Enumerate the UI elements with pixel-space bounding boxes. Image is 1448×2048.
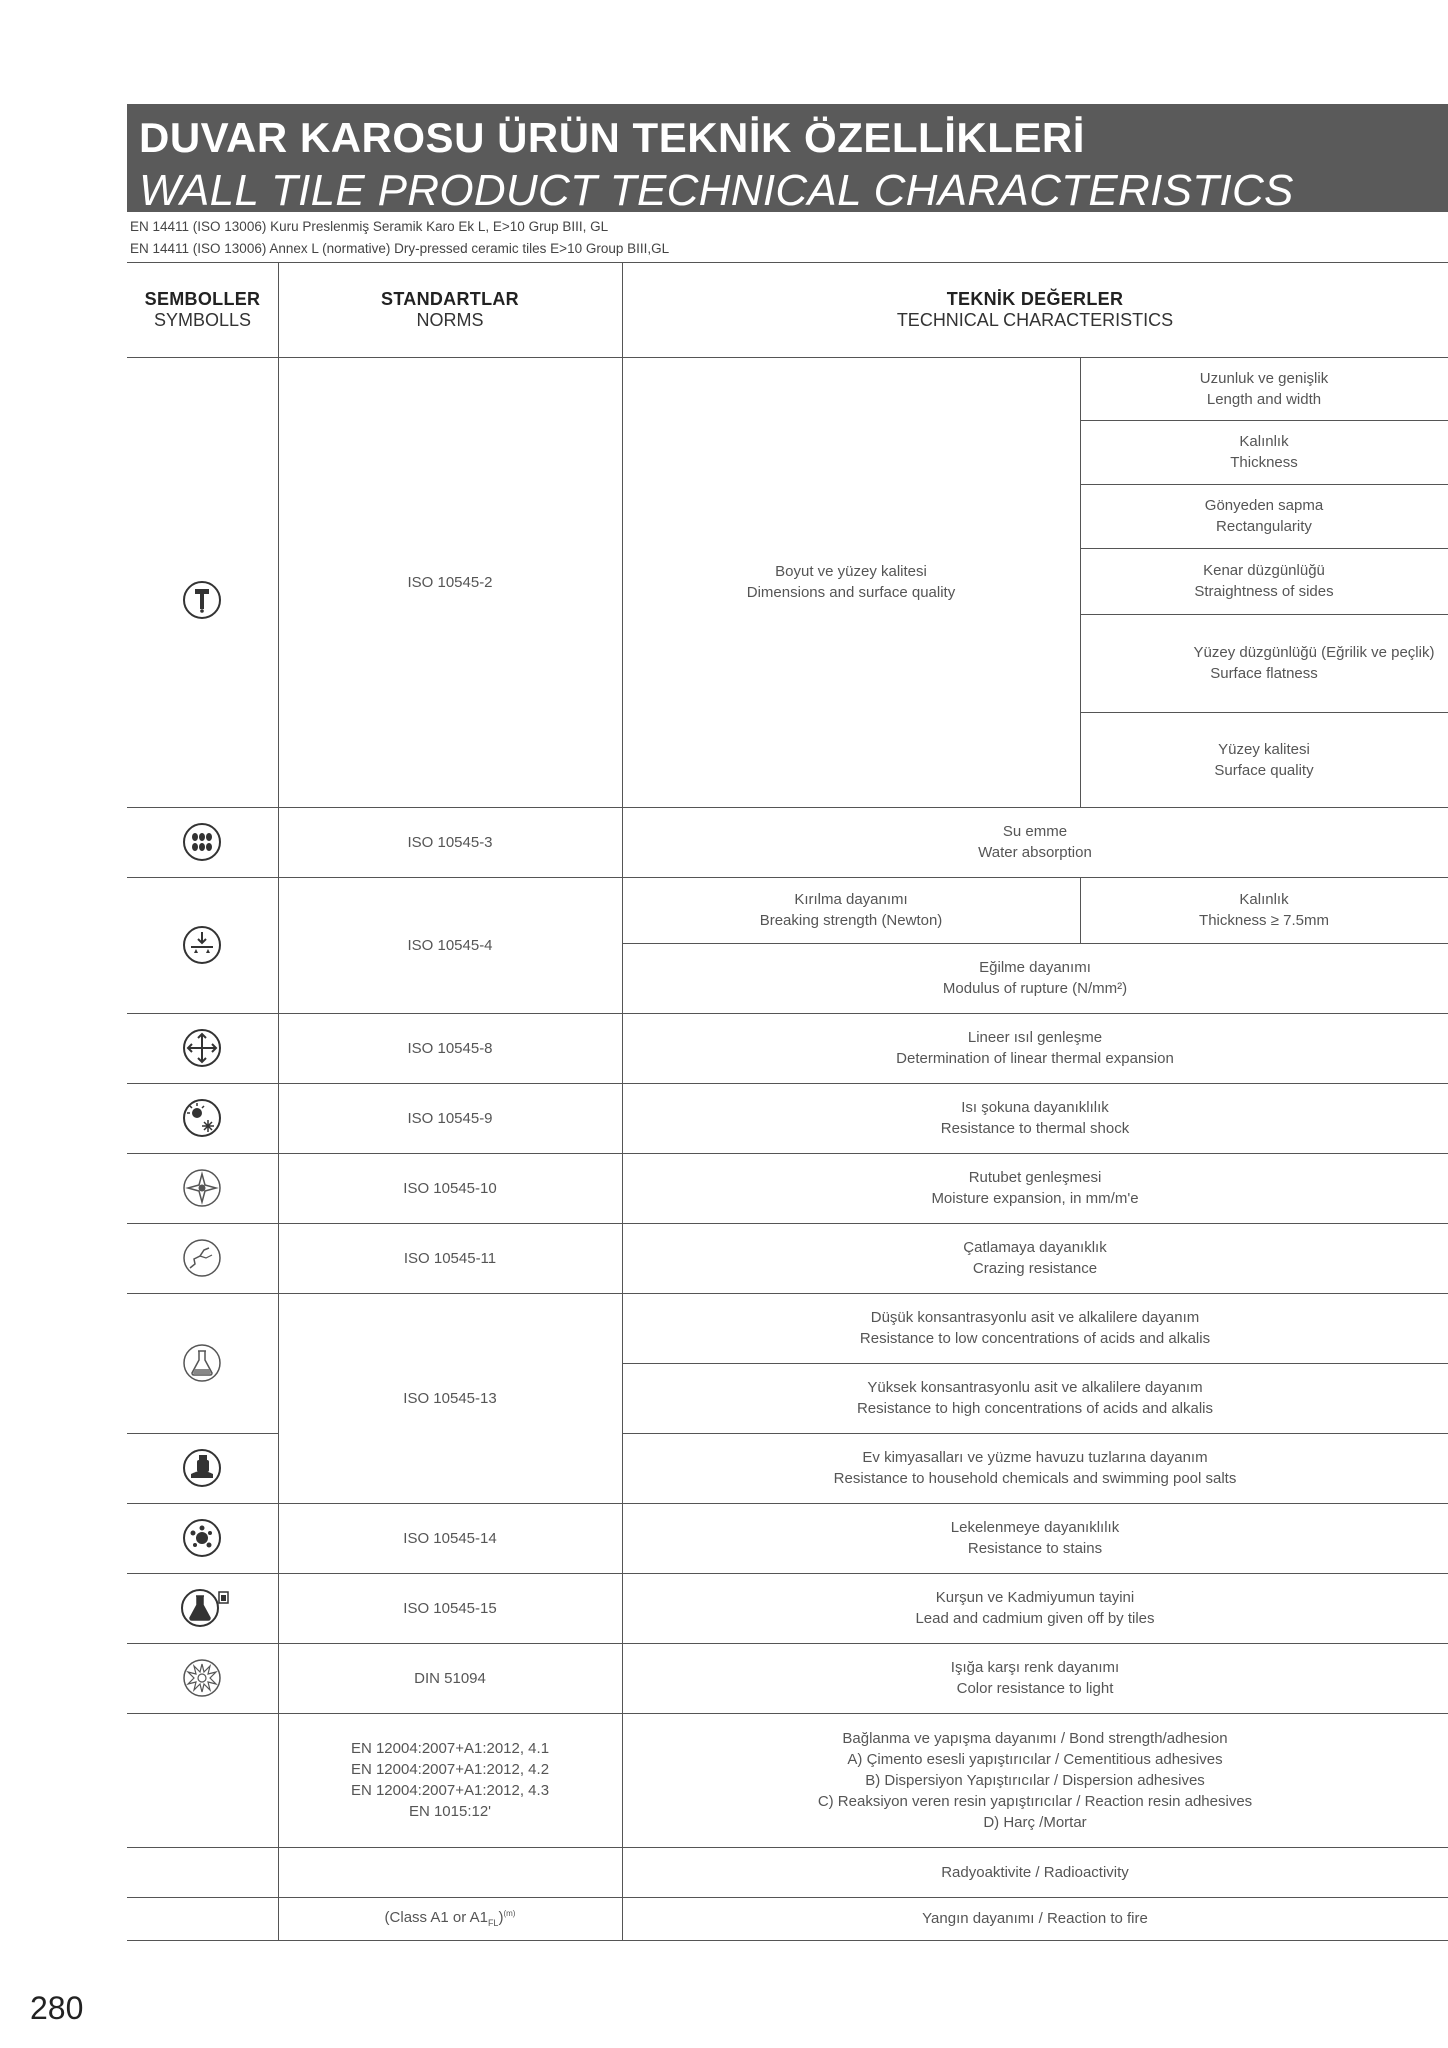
water-absorption-icon bbox=[182, 822, 222, 862]
sub-surface-flatness: Yüzey düzgünlüğü (Eğrilik ve peçlik) Surface flatness bbox=[1193, 644, 1435, 682]
color-light-resistance: Işığa karşı renk dayanımı Color resistance to light bbox=[950, 1659, 1120, 1697]
breaking-thickness: Kalınlık Thickness ≥ 7.5mm bbox=[1199, 891, 1329, 929]
norm-iso-10545-13: ISO 10545-13 bbox=[403, 1389, 497, 1407]
standard-line-tr: EN 14411 (ISO 13006) Kuru Preslenmiş Seramik Karo Ek L, E>10 Grup BIII, GL bbox=[130, 219, 609, 234]
thermal-shock-icon bbox=[182, 1098, 222, 1138]
norm-iso-10545-14: ISO 10545-14 bbox=[403, 1529, 497, 1547]
acid-resistance-icon bbox=[182, 1343, 222, 1383]
norm-iso-10545-10: ISO 10545-10 bbox=[403, 1179, 497, 1197]
water-absorption: Su emme Water absorption bbox=[978, 823, 1092, 861]
stain-resistance: Lekelenmeye dayanıklılık Resistance to stains bbox=[950, 1519, 1120, 1557]
reaction-to-fire: Yangın dayanımı / Reaction to fire bbox=[922, 1910, 1148, 1927]
header-symbols: SEMBOLLER SYMBOLLS bbox=[144, 288, 261, 330]
header-technical: TEKNİK DEĞERLER TECHNICAL CHARACTERISTICS bbox=[896, 288, 1174, 330]
norm-iso-10545-8: ISO 10545-8 bbox=[407, 1039, 493, 1057]
moisture-expansion-icon bbox=[182, 1168, 222, 1208]
sub-rectangularity: Gönyeden sapma Rectangularity bbox=[1204, 497, 1324, 535]
linear-thermal-expansion: Lineer ısıl genleşme Determination of linear thermal expansion bbox=[896, 1029, 1174, 1067]
bond-strength: Bağlanma ve yapışma dayanımı / Bond strength/adhesion A) Çimento esesli yapıştırıcılar / Cementitious adhesives B) Dispersiyon Yapıştırıcılar / Dispersion adhesives C) Reaksiyon veren resin yapıştırıcılar / Reaction resin adhesives D) Harç /Mortar bbox=[817, 1729, 1253, 1831]
moisture-expansion: Rutubet genleşmesi Moisture expansion, in mm/m'e bbox=[931, 1169, 1139, 1207]
norms-bond: EN 12004:2007+A1:2012, 4.1 EN 12004:2007+A1:2012, 4.2 EN 12004:2007+A1:2012, 4.3 EN 1015:12' bbox=[350, 1740, 550, 1820]
norm-iso-10545-4: ISO 10545-4 bbox=[407, 936, 493, 954]
norm-iso-10545-3: ISO 10545-3 bbox=[407, 833, 493, 851]
standard-line-en: EN 14411 (ISO 13006) Annex L (normative) Dry-pressed ceramic tiles E>10 Group BIII,GL bbox=[130, 241, 670, 256]
sub-surface-quality: Yüzey kalitesi Surface quality bbox=[1214, 740, 1314, 779]
title-banner bbox=[127, 104, 1448, 215]
breaking-strength: Kırılma dayanımı Breaking strength (Newton) bbox=[759, 891, 943, 929]
header-norms: STANDARTLAR NORMS bbox=[381, 288, 519, 330]
color-light-icon bbox=[182, 1658, 222, 1698]
household-chemicals-resistance: Ev kimyasalları ve yüzme havuzu tuzlarına dayanım Resistance to household chemicals and swimming pool salts bbox=[833, 1449, 1237, 1487]
page-number: 280 bbox=[30, 1990, 84, 2026]
radioactivity: Radyoaktivite / Radioactivity bbox=[941, 1863, 1129, 1881]
title-en: WALL TILE PRODUCT TECHNICAL CHARACTERISTICS bbox=[139, 166, 1294, 215]
high-acid-resistance: Yüksek konsantrasyonlu asit ve alkalilere dayanım Resistance to high concentrations of acids and alkalis bbox=[856, 1379, 1214, 1417]
norm-iso-10545-9: ISO 10545-9 bbox=[407, 1109, 493, 1127]
dimensions-quality: Boyut ve yüzey kalitesi Dimensions and surface quality bbox=[746, 563, 956, 601]
low-acid-resistance: Düşük konsantrasyonlu asit ve alkalilere dayanım Resistance to low concentrations of acids and alkalis bbox=[859, 1309, 1211, 1347]
sub-thickness: Kalınlık Thickness bbox=[1230, 433, 1298, 471]
norm-iso-10545-2: ISO 10545-2 bbox=[407, 573, 493, 591]
norm-din-51094: DIN 51094 bbox=[414, 1669, 486, 1687]
sub-straightness: Kenar düzgünlüğü Straightness of sides bbox=[1194, 562, 1334, 600]
thermal-shock: Isı şokuna dayanıklılık Resistance to thermal shock bbox=[940, 1099, 1130, 1137]
sub-length-width: Uzunluk ve genişlik Length and width bbox=[1199, 369, 1329, 408]
norm-fire-class: (Class A1 or $A1_{FL})^{(m)}$ bbox=[384, 1909, 516, 1928]
norm-iso-10545-15: ISO 10545-15 bbox=[403, 1599, 497, 1617]
breaking-strength-icon bbox=[182, 925, 222, 965]
household-chemicals-icon bbox=[182, 1448, 222, 1488]
crazing-icon bbox=[182, 1238, 222, 1278]
lead-cadmium: Kurşun ve Kadmiyumun tayini Lead and cadmium given off by tiles bbox=[915, 1589, 1155, 1627]
title-tr: DUVAR KAROSU ÜRÜN TEKNİK ÖZELLİKLERİ bbox=[139, 114, 1085, 161]
norm-iso-10545-11: ISO 10545-11 bbox=[403, 1249, 497, 1267]
stain-icon bbox=[182, 1518, 222, 1558]
modulus-of-rupture: Eğilme dayanımı Modulus of rupture (N/mm²) bbox=[942, 959, 1128, 997]
linear-expansion-icon bbox=[182, 1028, 222, 1068]
dimension-icon bbox=[182, 580, 222, 620]
crazing-resistance: Çatlamaya dayanıklık Crazing resistance bbox=[963, 1239, 1107, 1277]
lead-cadmium-icon bbox=[180, 1588, 236, 1628]
